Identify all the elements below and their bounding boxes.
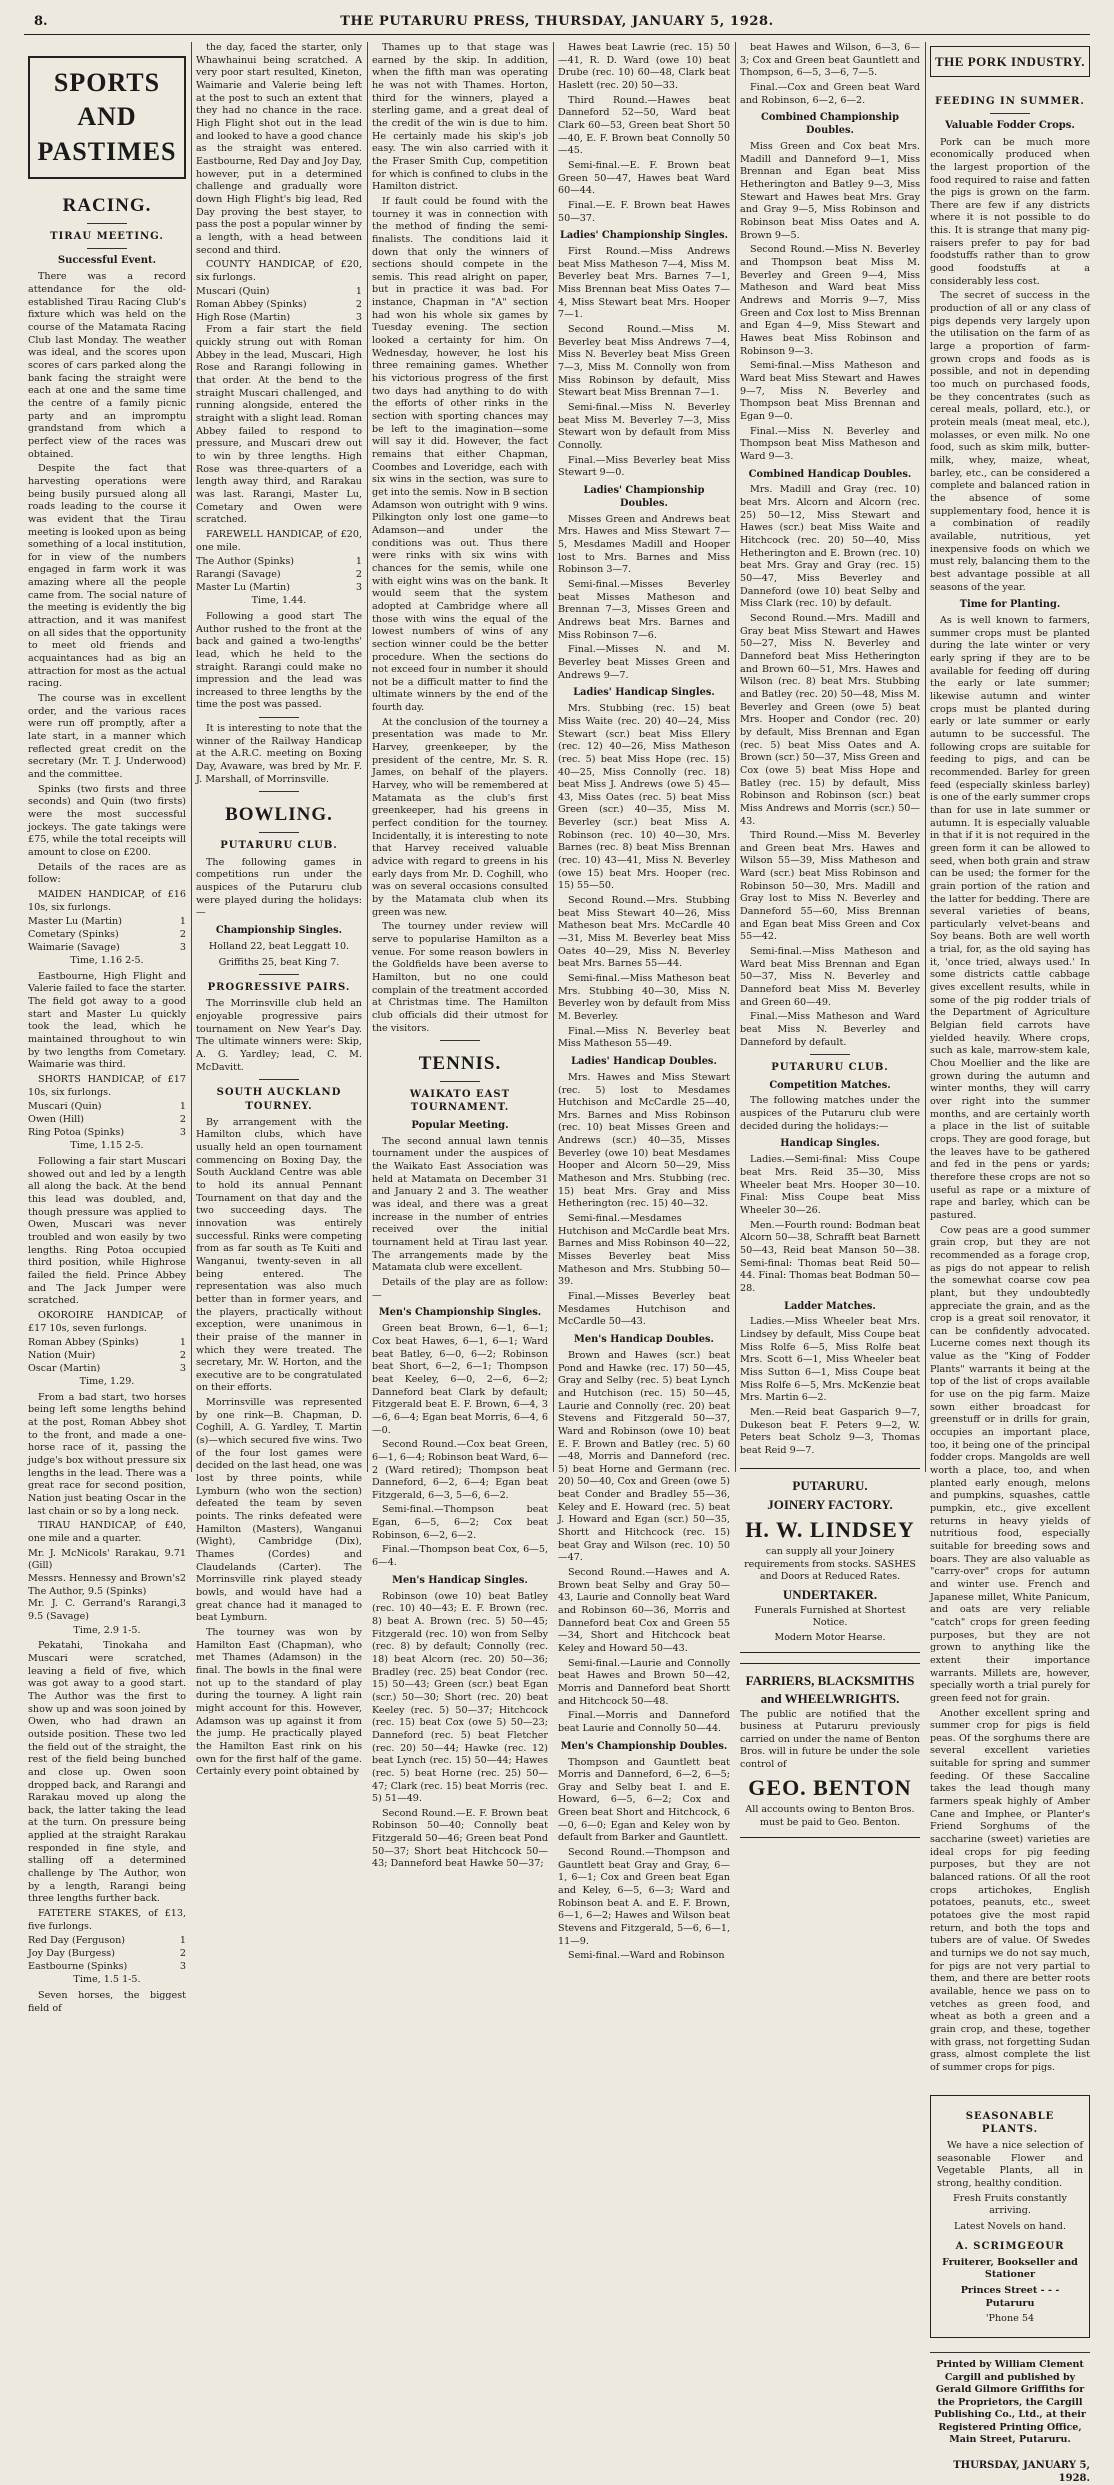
column-3 [372, 42, 549, 1870]
result-row: Rarangi (Savage) 2 [196, 568, 362, 580]
paragraph: As is well known to farmers, summer crops must be planted during the late winter or very early spring if they are to be available for feeding off during the early or late summer; likewise autumn and winter crops must be planted during early or late summer or early autumn to be successful. The following crops are suitable for feeding to pigs, and can be recommended. Barley for green feed (especially skinless barley) is one of the early summer crops than for use in late summer or autumn. It is especially valuable in that if it is not required in the green form it can be allowed to seed, when both grain and straw can be used; the former for the grain portion of the ration and the latter for bedding. There are several varieties of beans, particularly velvet-beans and Soy beans. Both are well worth a trial, for, as the old saying has it, 'once tried, always used.' In some districts cattle cabbage gives excellent results, while in some of the pig rodder trials of the Department of Agriculture Belgian field carrots have yielded heavily. Where crops, such as kale, marrow-stem kale, Chou Moellier and the like are grown during the autumn and winter months, they will carry over right into the summer months, and are certainly worth a place in the list of suitable crops. They are good forage, but the leaves have to be gathered and fed in the pens or yards; therefore these crops are not so useful as rape or a mixture of rape and barley, which can be pastured. [930, 615, 1090, 1221]
mens-hcp-doubles-heading: Men's Handicap Doubles. [574, 1333, 714, 1345]
paragraph: The following matches under the auspices of the Putaruru club were decided during the holidays:— [740, 1095, 920, 1132]
paragraph: Hawes beat Lawrie (rec. 15) 50—41, R. D. Ward (owe 10) beat Drube (rec. 10) 60—48, Clark beat Haslett (rec. 20) 50—33. [558, 42, 730, 91]
result-row: Roman Abbey (Spinks) 2 [196, 299, 362, 311]
seasonal-advert [930, 2095, 1090, 2338]
paragraph: First Round.—Miss Andrews beat Miss Matheson 7—4, Miss M. Beverley beat Mrs. Barnes 7—1, Miss Brennan beat Miss Oates 7—4, Miss Stewart beat Mrs. Hooper 7—1. [558, 246, 730, 321]
result-row: Muscari (Quin) 1 [196, 286, 362, 298]
divider [87, 223, 127, 224]
race-title: FATETERE STAKES, of £13, five furlongs. [28, 1908, 186, 1932]
divider [259, 832, 299, 833]
result-row: Cometary (Spinks) 2 [28, 928, 186, 940]
paragraph: Pork can be much more economically produced when the largest proportion of the food required to raise and fatten the pigs is grown on the farm. There are few if any districts where it is not possible to do this. It is strange that many pig-raisers prefer to pay for bad foodstuffs rather than to grow good foodstuffs at a considerably less cost. [930, 136, 1090, 287]
paragraph: Men.—Fourth round: Bodman beat Alcorn 50—38, Schrafft beat Barnett 50—43, Reid beat Manson 50—38. Semi-final: Thomas beat Reid 50—44. Final: Thomas beat Bodman 50—28. [740, 1219, 920, 1294]
column-5 [740, 42, 920, 1828]
ladies-hcp-doubles-heading: Ladies' Handicap Doubles. [571, 1055, 717, 1067]
fodder-heading: Valuable Fodder Crops. [945, 120, 1075, 132]
meeting-sub: Successful Event. [57, 255, 157, 267]
divider [87, 248, 127, 249]
sports-banner: SPORTS AND PASTIMES [28, 56, 186, 179]
paragraph: Seven horses, the biggest field of [28, 1990, 186, 2014]
paragraph: Final.—Miss N. Beverley beat Miss Matheson 55—49. [558, 1025, 730, 1050]
mens-champ-doubles-heading: Men's Championship Doubles. [560, 1740, 728, 1752]
result-row: Waimarie (Savage) 3 [28, 941, 186, 953]
column-rule [191, 42, 192, 1472]
race-title: COUNTY HANDICAP, of £20, six furlongs. [196, 259, 362, 283]
result-row: The Author (Spinks) 1 [196, 556, 362, 568]
bowling-heading: BOWLING. [225, 804, 333, 826]
divider [440, 1081, 480, 1082]
paragraph: Semi-final.—E. F. Brown beat Green 50—47, Hawes beat Ward 60—44. [558, 159, 730, 197]
club-heading: PUTARURU CLUB. [220, 840, 338, 852]
race-title: FAREWELL HANDICAP, of £20, one mile. [196, 528, 362, 553]
column-4 [558, 42, 730, 1962]
result-row: Mr. J. McNicols' Rarakau, 9.7 (Gill) 1 [28, 1547, 186, 1572]
paragraph: Semi-final.—Miss Matheson beat Mrs. Stubbing 40—30, Miss N. Beverley won by default from Miss M. Beverley. [558, 973, 730, 1022]
result-row: Messrs. Hennessy and Brown's The Author, 9.5 (Spinks) 2 [28, 1573, 186, 1597]
paragraph: Mrs. Hawes and Miss Stewart (rec. 5) lost to Mesdames Hutchison and McCardle 25—40, Mrs. Barnes and Miss Robinson (rec. 10) beat Misses Green and Andrews (scr.) 40—35, Misses Beverley (owe 10) beat Mesdames Hooper and Alcorn 50—29, Miss Matheson and Mrs. Stubbing (rec. 15) beat Mrs. Gray and Miss Hetherington (rec. 15) 40—32. [558, 1071, 730, 1210]
paragraph: the day, faced the starter, only Whawhainui being scratched. A very poor start resulted, Kineton, Waimarie and Valerie being left at the post to such an extent that they had no chance in the race. High Flight shot out in the lead and looked to have a good chance as the straight was entered. Eastbourne, Red Day and Joy Day, however, put in a determined challenge and gradually wore down High Flight's big lead, Red Day proving the best stayer, to pass the post a popular winner by a length, with a head between second and third. [196, 42, 362, 256]
result-line: Griffiths 25, beat King 7. [218, 956, 340, 968]
paragraph: Green beat Brown, 6—1, 6—1; Cox beat Hawes, 6—1, 6—1; Ward beat Batley, 6—0, 6—2; Robinson beat Short, 6—2, 6—1; Thompson beat Keeley, 6—0, 2—6, 6—2; Danneford beat Clark by default; Fitzgerald beat E. F. Brown, 6—4, 3—6, 6—4; Egan beat Morris, 6—4, 6—0. [372, 1323, 548, 1436]
paragraph: Details of the play are as follow:— [372, 1277, 548, 1301]
paragraph: Ladies.—Semi-final: Miss Coupe beat Mrs. Reid 35—30, Miss Wheeler beat Mrs. Hooper 30—10. Final: Miss Coupe beat Miss Wheeler 30—26. [740, 1154, 920, 1216]
result-row: High Rose (Martin) 3 [196, 311, 362, 323]
ad-line: PUTARURU. [792, 1477, 868, 1493]
divider [810, 1054, 850, 1055]
divider [259, 717, 299, 718]
race-title: SHORTS HANDICAP, of £17 10s, six furlongs. [28, 1074, 186, 1098]
result-row: Owen (Hill) 2 [28, 1114, 186, 1126]
paragraph: The following games in competitions run under the auspices of the Putaruru club were played during the holidays:— [196, 856, 362, 919]
champ-heading: Championship Singles. [215, 924, 343, 936]
paragraph: Semi-final.—Laurie and Connolly beat Hawes and Brown 50—42, Morris and Danneford beat Shortt and Hitchcock 50—48. [558, 1657, 730, 1707]
imprint: Printed by William Clement Cargill and published by Gerald Gilmore Griffiths for the Proprietors, the Cargill Publishing Co., Ltd., at their Registered Printing Office, Main Street, Putaruru. [930, 2352, 1090, 2447]
ad-line: can supply all your Joinery requirements from stocks. SASHES and Doors at Reduced Rates. [744, 1546, 916, 1583]
paragraph: Miss Green and Cox beat Mrs. Madill and Danneford 9—1, Miss Brennan and Egan beat Miss Hetherington and Batley 9—3, Miss Stewart and Hawes beat Mrs. Gray and Gray 9—5, Miss Robinson and Robinson beat Miss Oates and A. Brown 9—5. [740, 141, 920, 241]
seasonal-heading: SEASONABLE PLANTS. [965, 2110, 1055, 2135]
paragraph: It is interesting to note that the winner of the Railway Handicap at the A.R.C. meeting on Boxing Day, Avaware, was bred by Mr. F. J. Marshall, of Morrinsville. [196, 723, 362, 785]
paragraph: Semi-final.—Miss Matheson and Ward beat Miss Brennan and Egan 50—37, Miss N. Beverley and Danneford beat Miss M. Beverley and Green 60—49. [740, 946, 920, 1008]
result-row: Joy Day (Burgess) 2 [28, 1948, 186, 1960]
ad-line: Funerals Furnished at Shortest Notice. [754, 1604, 906, 1629]
paragraph: The Morrinsville club held an enjoyable progressive pairs tournament on New Year's Day. The ultimate winners were: Skip, A. G. Yardley; lead, C. M. McDavitt. [196, 998, 362, 1073]
paragraph: Cow peas are a good summer grain crop, but they are not recommended as a forage crop, as pigs do not appear to relish the somewhat coarse cow pea plant, but they undoubtedly appreciate the grain, and as the crop is a great soil renovator, it can be confidently advocated. Lucerne comes next though its value as the "King of Fodder Plants" warrants it being at the top of the list of crops available for use on the pig farm. Maize sown either broadcast for greenstuff or in drills for grain, occupies an important place, too, it being one of the principal fodder crops. Mangolds are well worth a place, too, and when planted early enough, melons and pumpkins, squashes, cattle pumpkin, etc., give excellent returns in heavy yields of nutritious food, especially suitable for breeding sows and boars. They are also valuable as "carry-over" crops for autumn and winter use. French and Japanese millet, White Panicum, and oats are very reliable "catch" crops for green feeding purposes, but they are not grown to anything like the extent their importance warrants. Millets are, however, specially worth a trial purely for green feed not for grain. [930, 1224, 1090, 1704]
paragraph: The second annual lawn tennis tournament under the auspices of the Waikato East Association was held at Matamata on December 31 and January 2 and 3. The weather was ideal, and there was a great increase in the number of entries received over the initial tournament held at Tirau last year. The arrangements made by the Matamata club were excellent. [372, 1135, 548, 1274]
scrimgeour-name: A. SCRIMGEOUR [955, 2240, 1065, 2252]
paragraph: Final.—Thompson beat Cox, 6—5, 6—4. [372, 1544, 548, 1569]
ad-line: FARRIERS, BLACKSMITHS and WHEELWRIGHTS. [745, 1673, 915, 1706]
sa-heading: SOUTH AUCKLAND TOURNEY. [216, 1087, 342, 1112]
paragraph: Final.—Miss Matheson and Ward beat Miss N. Beverley and Danneford by default. [740, 1011, 920, 1048]
paragraph: Semi-final.—Miss N. Beverley beat Miss M. Beverley 7—3, Miss Stewart won by default from Miss Connolly. [558, 401, 730, 451]
ad-line: Fruiterer, Bookseller and Stationer [942, 2256, 1078, 2281]
paragraph: Semi-final.—Miss Matheson and Ward beat Miss Stewart and Hawes 9—7, Miss N. Beverley and Thompson beat Miss Brennan and Egan 9—0. [740, 360, 920, 422]
result-line: Holland 22, beat Leggatt 10. [208, 940, 350, 952]
paragraph: The tourney was won by Hamilton East (Chapman), who met Thames (Adamson) in the final. The bowls in the final were not up to the standard of play during the tourney. A light rain might account for this. However, Adamson was up against it from the jump. He practically played the Hamilton East rink on his own for the first half of the game. Certainly every point obtained by [196, 1626, 362, 1778]
result-row: Master Lu (Martin) 3 [196, 581, 362, 593]
paragraph: There was a record attendance for the old-established Tirau Racing Club's fixture which was held on the course of the Matamata Racing Club last Monday. The weather was ideal, and the scores upon scores of cars parked along the bank facing the straight were each at one and the same time the centre of a family picnic party and an impromptu grandstand from which a perfect view of the races was obtained. [28, 271, 186, 460]
race-time: Time, 1.5 1-5. [73, 1974, 141, 1986]
ladies-champ-heading: Ladies' Championship Singles. [559, 230, 729, 242]
paragraph: Second Round.—Mrs. Stubbing beat Miss Stewart 40—26, Miss Matheson beat Mrs. McCardle 40—31, Miss M. Beverley beat Miss Oates 40—29, Miss N. Beverley beat Mrs. Barnes 55—44. [558, 895, 730, 970]
paragraph: Second Round.—Cox beat Green, 6—1, 6—4; Robinson beat Ward, 6—2 (Ward retired); Thompson beat Danneford, 6—2, 6—4; Egan beat Fitzgerald, 6—3, 5—6, 6—2. [372, 1439, 549, 1501]
result-row: Master Lu (Martin) 1 [28, 916, 186, 928]
result-row: Red Day (Ferguson) 1 [28, 1935, 186, 1947]
ad-name: H. W. LINDSEY [745, 1517, 915, 1542]
paragraph: Morrinsville was represented by one rink—B. Chapman, D. Coghill, A. G. Yardley, T. Martin (s)—which secured five wins. Two of the four lost games were decided on the last head, one was lost by three points, while Lymburn (who won the section) defeated the team by seven points. The rinks defeated were Hamilton (Masters), Wanganui (Wight), Cambridge (Dix), Thames (Cordes) and Claudelands (Carter). The Morrinsville rink played steady bowls, and would have had a great chance had it managed to beat Lymburn. [196, 1397, 362, 1624]
ad-line: JOINERY FACTORY. [767, 1496, 893, 1512]
paragraph: Eastbourne, High Flight and Valerie failed to face the starter. The field got away to a good start and Master Lu quickly took the lead, which he maintained throughout to win by two lengths from Cometary. Waimarie was third. [28, 970, 186, 1071]
paragraph: Second Round.—Miss N. Beverley and Thompson beat Miss M. Beverley and Green 9—4, Miss Matheson and Ward beat Miss Andrews and Morris 9—7, Miss Green and Cox lost to Miss Brennan and Egan 4—9, Miss Stewart and Hawes beat Miss Robinson and Robinson 9—3. [740, 244, 920, 357]
paragraph: Final.—Misses Beverley beat Mesdames Hutchison and McCardle 50—43. [558, 1291, 730, 1328]
ad-line: The public are notified that the business at Putaruru previously carried on under the name of Benton Bros. will in future be under the sole control of [740, 1708, 920, 1770]
racing-heading: RACING. [62, 194, 152, 216]
divider [259, 791, 299, 792]
paragraph: Mrs. Stubbing (rec. 15) beat Miss Waite (rec. 20) 40—24, Miss Stewart (scr.) beat Miss Ellery (rec. 12) 40—26, Miss Matheson (rec. 5) beat Miss Hope (rec. 15) 40—25, Miss Connolly (rec. 18) beat Miss J. Andrews (owe 5) 45—43, Miss Oates (rec. 5) beat Miss Green (scr.) 40—35, Miss M. Beverley (scr.) beat Miss A. Robinson (rec. 10) 40—30, Mrs. Barnes (rec. 8) beat Miss Brennan (rec. 10) 43—41, Miss N. Beverley (owe 15) beat Mrs. Hooper (rec. 15) 55—50. [558, 703, 730, 892]
ad-line: 'Phone 54 [985, 2313, 1035, 2325]
benton-advert [740, 1663, 920, 1838]
column-1 [28, 42, 186, 2014]
combined-hcp-heading: Combined Handicap Doubles. [748, 468, 912, 480]
paragraph: Thames up to that stage was earned by the skip. In addition, when the fifth man was operating he was not with Thames. Horton, third for the winners, played a sterling game, and a great deal of the credit of the win is due to him. He certainly made his skip's job easy. The win also carried with it the Fraser Smith Cup, competition for which is confined to clubs in the Hamilton district. [372, 42, 548, 193]
masthead [24, 8, 1090, 35]
planting-heading: Time for Planting. [959, 599, 1061, 611]
paragraph: Despite the fact that harvesting operations were being busily pursued along all roads leading to the course it was evident that the Tirau meeting is looked upon as being something of a local institution, for in view of the numbers engaged in farm work it was amazing where all the people came from. The social nature of the meeting is evidently the big attraction, and it was manifest on all sides that the opportunity to meet old friends and acquaintances had as big an attraction for most as the actual racing. [28, 463, 186, 690]
paragraph: Mrs. Madill and Gray (rec. 10) beat Mrs. Alcorn and Alcorn (rec. 25) 50—12, Miss Stewart and Hawes (scr.) beat Miss Waite and Hitchcock (rec. 20) 50—40, Miss Hetherington and E. Brown (rec. 10) beat Mrs. Gray and Gray (rec. 15) 50—47, Miss Beverley and Danneford (owe 10) beat Selby and Miss Clark (rec. 10) by default. [740, 484, 920, 610]
race-time: Time, 2.9 1-5. [73, 1624, 141, 1636]
paragraph: From a fair start the field quickly strung out with Roman Abbey in the lead, Muscari, High Rose and Rarangi following in that order. At the bend to the straight Muscari challenged, and running alongside, entered the straight with a slight lead. Roman Abbey failed to respond to pressure, and Muscari drew out to win by three lengths. High Rose was three-quarters of a length away third, and Rarakau was last. Rarangi, Master Lu, Cometary and Owen were scratched. [196, 324, 362, 526]
paragraph: beat Hawes and Wilson, 6—3, 6—3; Cox and Green beat Gauntlett and Thompson, 6—5, 3—6, 7—5. [740, 42, 920, 79]
mens-hcp-heading: Men's Handicap Singles. [392, 1574, 528, 1586]
paragraph: Robinson (owe 10) beat Batley (rec. 10) 40—43; E. F. Brown (rec. 8) beat A. Brown (rec. 5) 50—45; Fitzgerald (rec. 10) won from Selby (rec. 8) by default; Connolly (rec. 18) beat Alcorn (rec. 20) 50—36; Bradley (rec. 25) beat Condor (rec. 15) 50—43; Green (scr.) beat Egan (scr.) 50—30; Short (rec. 20) beat Keeley (rec. 5) 50—37; Hitchcock (rec. 15) beat Cox (owe 5) 50—23; Danneford (rec. 5) beat Fletcher (rec. 20) 50—44; Hawke (rec. 12) beat Lynch (rec. 15) 50—44; Hawes (rec. 5) beat Horne (rec. 25) 50—47; Clark (rec. 15) beat Morris (rec. 5) 51—49. [372, 1590, 548, 1805]
column-rule [735, 42, 736, 1472]
result-row: Eastbourne (Spinks) 3 [28, 1960, 186, 1972]
paragraph: Another excellent spring and summer crop for pigs is field peas. Of the sorghums there are several excellent varieties suitable for spring and summer feeding. Of these Saccaline takes the lead though many farmers speak highly of Amber Cane and Imphee, or Planter's Friend Sorghums of the saccharine (sweet) varieties are ideal crops for pig feeding purposes, but they are not balanced rations. Of all the root crops artichokes, English potatoes, peanuts, etc., sweet potatoes give the most rapid return, and both the tops and tubers are of value. Of Swedes and turnips we do not say much, for pigs are not very partial to them, and there are better roots available, hence we pass on to vetches as green food, and wheat as both a green and a grain crop, and these, together with grass, not forgetting Sudan grass, almost complete the list of summer crops for pigs. [930, 1707, 1090, 2073]
race-time: Time, 1.44. [251, 595, 307, 607]
mens-champ-heading: Men's Championship Singles. [378, 1307, 542, 1319]
ladies-hcp-heading: Ladies' Handicap Singles. [573, 687, 715, 699]
paragraph: Thompson and Gauntlett beat Morris and Danneford, 6—2, 6—5; Gray and Selby beat I. and E. Howard, 6—5, 6—2; Cox and Green beat Short and Hitchcock, 6—0, 6—0; Egan and Keley won by default from Barker and Gauntlett. [558, 1756, 730, 1844]
ad-line: UNDERTAKER. [782, 1586, 878, 1602]
paragraph: Second Round.—E. F. Brown beat Robinson 50—40; Connolly beat Fitzgerald 50—46; Green beat Pond 50—37; Short beat Hitchcock 50—43; Danneford beat Hawke 50—37; [372, 1807, 548, 1870]
masthead-title: THE PUTARURU PRESS, THURSDAY, JANUARY 5, 1928. [340, 14, 774, 29]
paragraph: Second Round.—Mrs. Madill and Gray beat Miss Stewart and Hawes 50—27, Miss N. Beverley and Danneford beat Miss Hetherington and Brown 60—51, Mrs. Hawes and Wilson (rec. 8) beat Mrs. Stubbing and Batley (rec. 20) 50—48, Miss M. Beverley and Green (owe 5) beat Mrs. Hooper and Condor (rec. 20) by default, Miss Brennan and Egan (rec. 5) beat Miss Oates and A. Brown (scr.) 50—37, Miss Green and Cox (owe 5) beat Miss Hope and Batley (rec. 15) by default, Miss Robinson and Robinson (scr.) beat Miss Andrews and Morris (scr.) 50—43. [740, 613, 920, 827]
paragraph: Following a fair start Muscari showed out and led by a length all along the back. At the bend this lead was doubled, and, though pressure was applied to Owen, Muscari was never troubled and won easily by two lengths. Ring Potoa occupied third position, while Highrose failed the field. Prince Abbey and The Jack Jumper were scratched. [28, 1156, 186, 1307]
paragraph: The secret of success in the production of all or any class of pigs depends very largely upon the utilisation on the farm of as large a proportion of farm-grown crops and foods as is possible, and not in depending too much on purchased foods, be they concentrates (such as cereal meals, pollard, etc.), or protein meals (meat meal, etc.), molasses, or even milk. No one food, such as skim milk, butter-milk, whey, maize, wheat, barley, etc., can be considered a complete and balanced ration in the absence of some supplementary food, hence it is a combination of readily available, nutritious, yet inexpensive foods on which we must rely, balancing them to the best advantage possible at all seasons of the year. [930, 290, 1090, 593]
paragraph: Brown and Hawes (scr.) beat Pond and Hawke (rec. 17) 50—45, Gray and Selby (rec. 5) beat Lynch and Hutchison (rec. 15) 50—45, Laurie and Connolly (rec. 20) beat Stevens and Fitzgerald 50—37, Ward and Robinson (owe 10) beat E. F. Brown and Batley (rec. 5) 60—48, Morris and Danneford (rec. 5) beat Horne and Germann (rec. 20) 50—40, Cox and Green (owe 5) beat Conder and Bradley 55—36, Keley and E. Howard (rec. 5) beat J. Howard and Egan (scr.) 50—35, Shortt and Hitchcock (rec. 15) beat Gray and Wilson (rec. 10) 50—47. [558, 1349, 730, 1564]
paragraph: Final.—Miss N. Beverley and Thompson beat Miss Matheson and Ward 9—3. [740, 425, 920, 462]
result-row: Roman Abbey (Spinks) 1 [28, 1337, 186, 1349]
competition-heading: Competition Matches. [769, 1079, 891, 1091]
paragraph: By arrangement with the Hamilton clubs, which have usually held an open tournament commencing on Boxing Day, the South Auckland Centre was able to hold its annual Pennant Tournament on that day and the two succeeding days. The innovation was entirely successful. Rinks were competing from as far south as Te Kuiti and Wanganui, twenty-seven in all being entered. The representation was also much better than in former years, and the players, practically without exception, were unanimous in their praise of the manner in which they were treated. The secretary, Mr. W. Horton, and the executive are to be congratulated on their efforts. [196, 1116, 362, 1394]
paragraph: Details of the races are as follow: [28, 861, 186, 886]
paragraph: From a bad start, two horses being left some lengths behind at the post, Roman Abbey shot to the front, and made a one-horse race of it, passing the judge's box without pressure six lengths in the lead. There was a great race for second position, Nation just beating Oscar in the last chain or so by a long neck. [28, 1391, 186, 1517]
waikato-heading: WAIKATO EAST TOURNAMENT. [409, 1089, 511, 1114]
paragraph: Pekatahi, Tinokaha and Muscari were scratched, leaving a field of five, which was got away to a good start. The Author was the first to show up and was soon joined by Owen, who had drawn an outside position. These two led the field out of the straight, the rest of the field being bunched and close up. Owen soon dropped back, and Rarangi and Rarakau moved up along the back, the latter taking the lead at the turn. On pressure being applied at the straight Rarakau responded in fine style, and stalling off a determined challenge by The Author, won by a length, Rarangi being three lengths further back. [28, 1640, 186, 1905]
ad-name: GEO. BENTON [748, 1775, 912, 1801]
paragraph: At the conclusion of the tourney a presentation was made to Mr. Harvey, greenkeeper, by the president of the centre, Mr. S. R. James, on behalf of the players. Harvey, who will be remembered at Matamata as the club's first greenkeeper, had his greens in perfect condition for the tourney. Incidentally, it is interesting to note that Harvey received valuable advice with regard to greens in his early days from Mr. D. Coghill, who was on several occasions consulted by the Matamata club when its green was new. [372, 716, 548, 918]
race-title: OKOROIRE HANDICAP, of £17 10s, seven furlongs. [28, 1309, 186, 1334]
paragraph: The course was in excellent order, and the various races were run off promptly, after a late start, in a manner which reflected great credit on the secretary (Mr. T. J. Underwood) and the committee. [28, 693, 186, 780]
divider [259, 974, 299, 975]
paragraph: Second Round.—Thompson and Gauntlett beat Gray and Gray, 6—1, 6—1; Cox and Green beat Egan and Keley, 6—5, 6—3; Ward and Robinson beat A. and E. F. Brown, 6—1, 6—2; Hawes and Wilson beat Stevens and Fitzgerald, 5—6, 6—1, 11—9. [558, 1847, 730, 1947]
ladies-doubles-heading: Ladies' Championship Doubles. [583, 484, 705, 509]
paragraph: Second Round.—Hawes and A. Brown beat Selby and Gray 50—43, Laurie and Connolly beat Ward and Robinson 60—36, Morris and Danneford beat Cox and Green 55—34, Short and Hitchcock beat Keley and Howard 50—43. [558, 1567, 730, 1654]
ladder-heading: Ladder Matches. [784, 1300, 876, 1312]
feeding-heading: FEEDING IN SUMMER. [935, 96, 1085, 108]
combined-champ-heading: Combined Championship Doubles. [761, 112, 899, 137]
paragraph: Second Round.—Miss M. Beverley beat Miss Andrews 7—4, Miss N. Beverley beat Miss Green 7—3, Miss M. Connolly won from Miss Robinson by default, Miss Stewart beat Miss Brennan 7—1. [558, 324, 730, 399]
prog-heading: PROGRESSIVE PAIRS. [207, 982, 351, 994]
paragraph: Semi-final.—Ward and Robinson [568, 1950, 725, 1962]
race-time: Time, 1.29. [79, 1376, 135, 1388]
lindsey-advert [740, 1468, 920, 1654]
putaruru-club-heading: PUTARURU CLUB. [771, 1062, 889, 1074]
result-row: Oscar (Martin) 3 [28, 1362, 186, 1374]
page-number: 8. [34, 14, 48, 29]
paragraph: We have a nice selection of seasonable Flower and Vegetable Plants, all in strong, healthy condition. [937, 2139, 1083, 2189]
paragraph: Third Round.—Hawes beat Danneford 52—50, Ward beat Clark 60—53, Green beat Short 50—40, E. F. Brown beat Connolly 50—45. [558, 94, 730, 157]
footer-date: THURSDAY, JANUARY 5, 1928. [953, 2459, 1090, 2484]
column-2 [196, 42, 362, 1778]
paragraph: Men.—Reid beat Gasparich 9—7, Dukeson beat F. Peters 9—2, W. Peters beat Scholz 9—3, Thomas beat Reid 9—7. [740, 1407, 920, 1457]
result-row: Nation (Muir) 2 [28, 1349, 186, 1361]
paragraph: Spinks (two firsts and three seconds) and Quin (two firsts) were the most successful jockeys. The gate takings were £75, while the total receipts will amount to close on £200. [28, 783, 186, 858]
race-title: TIRAU HANDICAP, of £40, one mile and a quarter. [28, 1520, 186, 1545]
meeting-title: TIRAU MEETING. [50, 231, 164, 243]
ad-line: Fresh Fruits constantly arriving. [953, 2192, 1067, 2217]
paragraph: If fault could be found with the tourney it was in connection with the method of finding the semi-finalists. The conditions laid it down that only the winners of sections should compete in the semis. This read alright on paper, but in practice it was bad. For instance, Chapman in "A" section had won his whole six games by Tuesday evening. The section looked a certainty for him. On Wednesday, however, he lost his three remaining games. Whether his victorious progress of the first two days had anything to do with the efforts of other rinks in the section with sporting chances may be left to the imagination—some will say it did. However, the fact remains that either Chapman, Coombes and Loveridge, each with six wins in the section, was sure to get into the semis. Now in B section Adamson won outright with 9 wins. Pilkington only lost one game—to Adamson—and under the conditions was out. Thus there were rinks with six wins with chances for the semis, while one with eight wins was on the bank. It would seem that the system adopted at Cambridge where all those with wins the equal of the lowest numbers of wins of any section winner could be the better procedure. When the sections do not exceed four in number it should not be a difficult matter to find the ultimate winners by the end of the fourth day. [372, 195, 548, 714]
paragraph: Misses Green and Andrews beat Mrs. Hawes and Miss Stewart 7—5, Mesdames Madill and Hooper lost to Mrs. Barnes and Miss Robinson 3—7. [558, 513, 730, 576]
result-row: Muscari (Quin) 1 [28, 1101, 186, 1113]
ad-line: Princes Street - - - Putaruru [960, 2285, 1060, 2309]
paragraph: Final.—Cox and Green beat Ward and Robinson, 6—2, 6—2. [740, 81, 920, 106]
result-row: Mr. J. C. Gerrand's Rarangi, 9.5 (Savage) 3 [28, 1598, 186, 1622]
column-rule [367, 42, 368, 1472]
paragraph: Final.—Morris and Danneford beat Laurie and Connolly 50—44. [558, 1710, 730, 1734]
race-title: MAIDEN HANDICAP, of £16 10s, six furlongs. [28, 888, 186, 913]
paragraph: Third Round.—Miss M. Beverley and Green beat Mrs. Hawes and Wilson 55—39, Miss Matheson and Ward (scr.) beat Miss Robinson and Robinson 50—30, Mrs. Madill and Gray lost to Miss N. Beverley and Danneford 55—60, Miss Brennan and Egan beat Miss Green and Cox 55—42. [740, 830, 920, 943]
column-rule [553, 42, 554, 1472]
ad-line: Modern Motor Hearse. [774, 1631, 886, 1643]
paragraph: Ladies.—Miss Wheeler beat Mrs. Lindsey by default, Miss Coupe beat Miss Rolfe 6—5, Miss Rolfe beat Mrs. Scott 6—1, Miss Wheeler beat Miss Sutton 6—1, Miss Coupe beat Miss Rolfe 6—5, Mrs. McKenzie beat Mrs. Martin 6—2. [740, 1316, 920, 1404]
paragraph: Semi-final.—Misses Beverley beat Misses Matheson and Brennan 7—3, Misses Green and Andrews beat Mrs. Barnes and Miss Robinson 7—6. [558, 579, 730, 641]
ad-line: Latest Novels on hand. [953, 2220, 1067, 2232]
handicap-singles-heading: Handicap Singles. [780, 1138, 880, 1150]
paragraph: Final.—Misses N. and M. Beverley beat Misses Green and Andrews 9—7. [558, 644, 730, 681]
tennis-heading: TENNIS. [418, 1053, 502, 1075]
divider [440, 1040, 480, 1041]
paragraph: Semi-final.—Mesdames Hutchison and McCardle beat Mrs. Barnes and Miss Robinson 40—22, Misses Beverley beat Miss Matheson and Mrs. Stubbing 50—39. [558, 1213, 730, 1288]
pork-banner: THE PORK INDUSTRY. [930, 46, 1090, 77]
ad-line: All accounts owing to Benton Bros. must be paid to Geo. Benton. [745, 1804, 915, 1828]
divider [990, 113, 1030, 114]
divider [259, 1079, 299, 1080]
column-6 [930, 42, 1090, 2484]
popular-heading: Popular Meeting. [411, 1119, 509, 1131]
paragraph: Final.—Miss Beverley beat Miss Stewart 9—0. [558, 454, 730, 479]
result-row: Ring Potoa (Spinks) 3 [28, 1126, 186, 1138]
paragraph: The tourney under review will serve to popularise Hamilton as a venue. For some reason bowlers in the Goldfields have been averse to Hamilton, but no one could complain of the treatment accorded at Christmas time. The Hamilton club officials did their utmost for the visitors. [372, 921, 548, 1034]
race-time: Time, 1.15 2-5. [70, 1140, 144, 1152]
paragraph: Final.—E. F. Brown beat Hawes 50—37. [558, 199, 730, 224]
race-time: Time, 1.16 2-5. [70, 955, 144, 967]
paragraph: Semi-final.—Thompson beat Egan, 6—5, 6—2; Cox beat Robinson, 6—2, 6—2. [372, 1504, 548, 1541]
paragraph: Following a good start The Author rushed to the front at the back and gained a two-lengths' lead, which he held to the straight. Rarangi could make no impression and the lead was increased to three lengths by the time the post was passed. [196, 610, 362, 711]
column-rule [925, 42, 926, 1472]
